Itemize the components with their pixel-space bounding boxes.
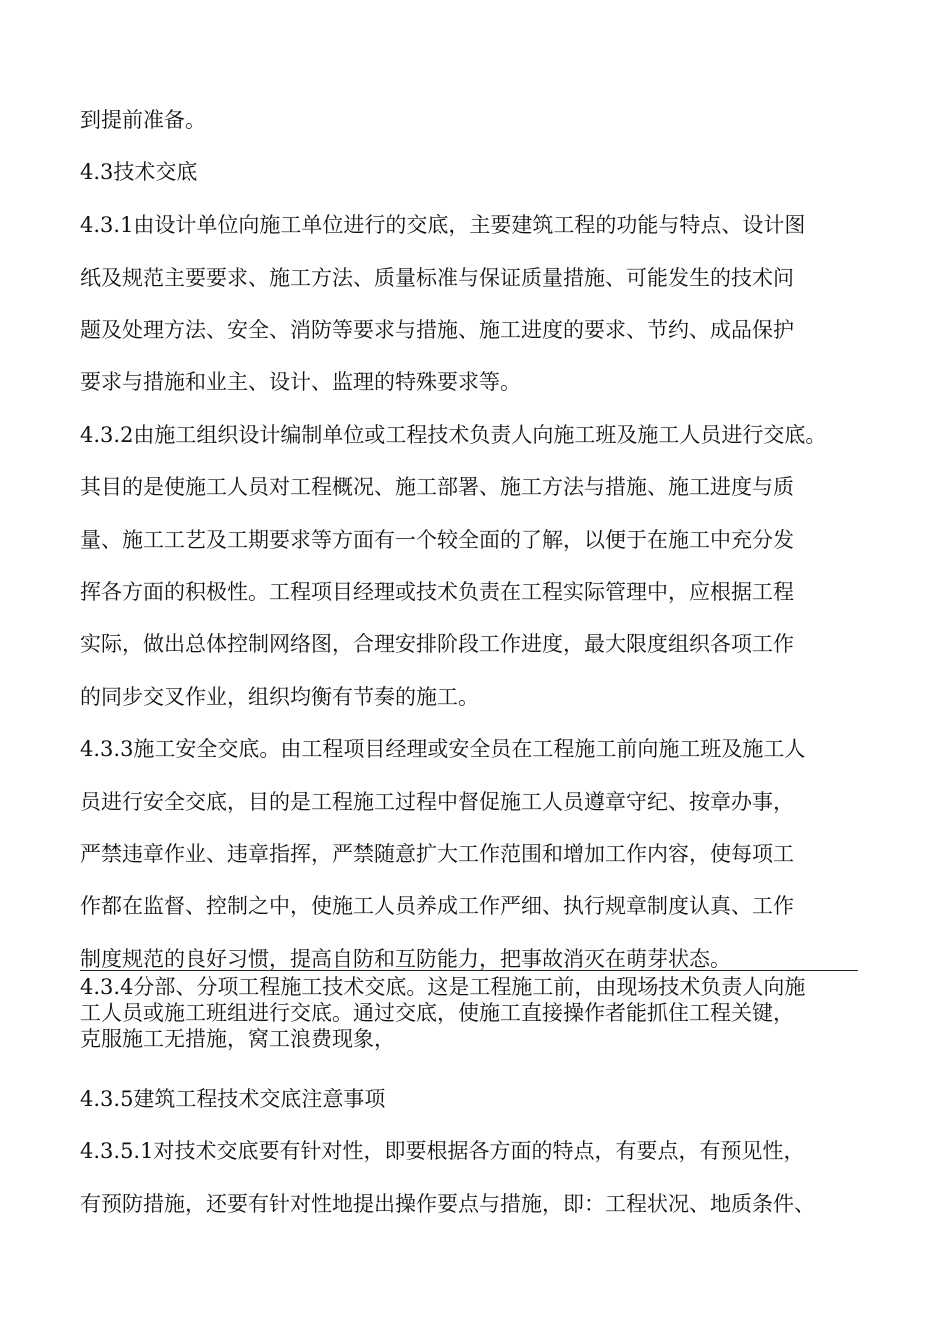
text-line: 有预防措施，还要有针对性地提出操作要点与措施，即：工程状况、地质条件、 xyxy=(80,1192,815,1216)
text-line: 员进行安全交底，目的是工程施工过程中督促施工人员遵章守纪、按章办事， xyxy=(80,790,794,814)
text-line: 要求与措施和业主、设计、监理的特殊要求等。 xyxy=(80,370,521,394)
text-line: 4.3.4分部、分项工程施工技术交底。这是工程施工前，由现场技术负责人向施 xyxy=(80,975,806,999)
text-line: 工人员或施工班组进行交底。通过交底，使施工直接操作者能抓住工程关键， xyxy=(80,1001,794,1025)
text-line: 4.3.3施工安全交底。由工程项目经理或安全员在工程施工前向施工班及施工人 xyxy=(80,737,806,761)
text-line: 到提前准备。 xyxy=(80,108,206,132)
text-line: 题及处理方法、安全、消防等要求与措施、施工进度的要求、节约、成品保护 xyxy=(80,318,794,342)
text-line: 4.3.2由施工组织设计编制单位或工程技术负责人向施工班及施工人员进行交底。 xyxy=(80,423,827,447)
text-line: 克服施工无措施，窝工浪费现象， xyxy=(80,1027,395,1051)
text-line: 4.3.5.1对技术交底要有针对性，即要根据各方面的特点，有要点，有预见性， xyxy=(80,1139,805,1163)
text-line: 的同步交叉作业，组织均衡有节奏的施工。 xyxy=(80,685,479,709)
text-line: 作都在监督、控制之中，使施工人员养成工作严细、执行规章制度认真、工作 xyxy=(80,894,794,918)
text-line: 纸及规范主要要求、施工方法、质量标准与保证质量措施、可能发生的技术问 xyxy=(80,266,794,290)
text-line: 制度规范的良好习惯，提高自防和互防能力，把事故消灭在萌芽状态。 xyxy=(80,947,731,971)
text-line: 量、施工工艺及工期要求等方面有一个较全面的了解，以便于在施工中充分发 xyxy=(80,528,794,552)
text-line: 挥各方面的积极性。工程项目经理或技术负责在工程实际管理中，应根据工程 xyxy=(80,580,794,604)
text-line: 严禁违章作业、违章指挥，严禁随意扩大工作范围和增加工作内容，使每项工 xyxy=(80,842,794,866)
text-line: 实际，做出总体控制网络图，合理安排阶段工作进度，最大限度组织各项工作 xyxy=(80,632,794,656)
horizontal-rule xyxy=(80,970,858,971)
section-heading: 4.3技术交底 xyxy=(80,160,198,184)
text-line: 其目的是使施工人员对工程概况、施工部署、施工方法与措施、施工进度与质 xyxy=(80,475,794,499)
section-heading: 4.3.5建筑工程技术交底注意事项 xyxy=(80,1087,386,1111)
text-line: 4.3.1由设计单位向施工单位进行的交底，主要建筑工程的功能与特点、设计图 xyxy=(80,213,806,237)
